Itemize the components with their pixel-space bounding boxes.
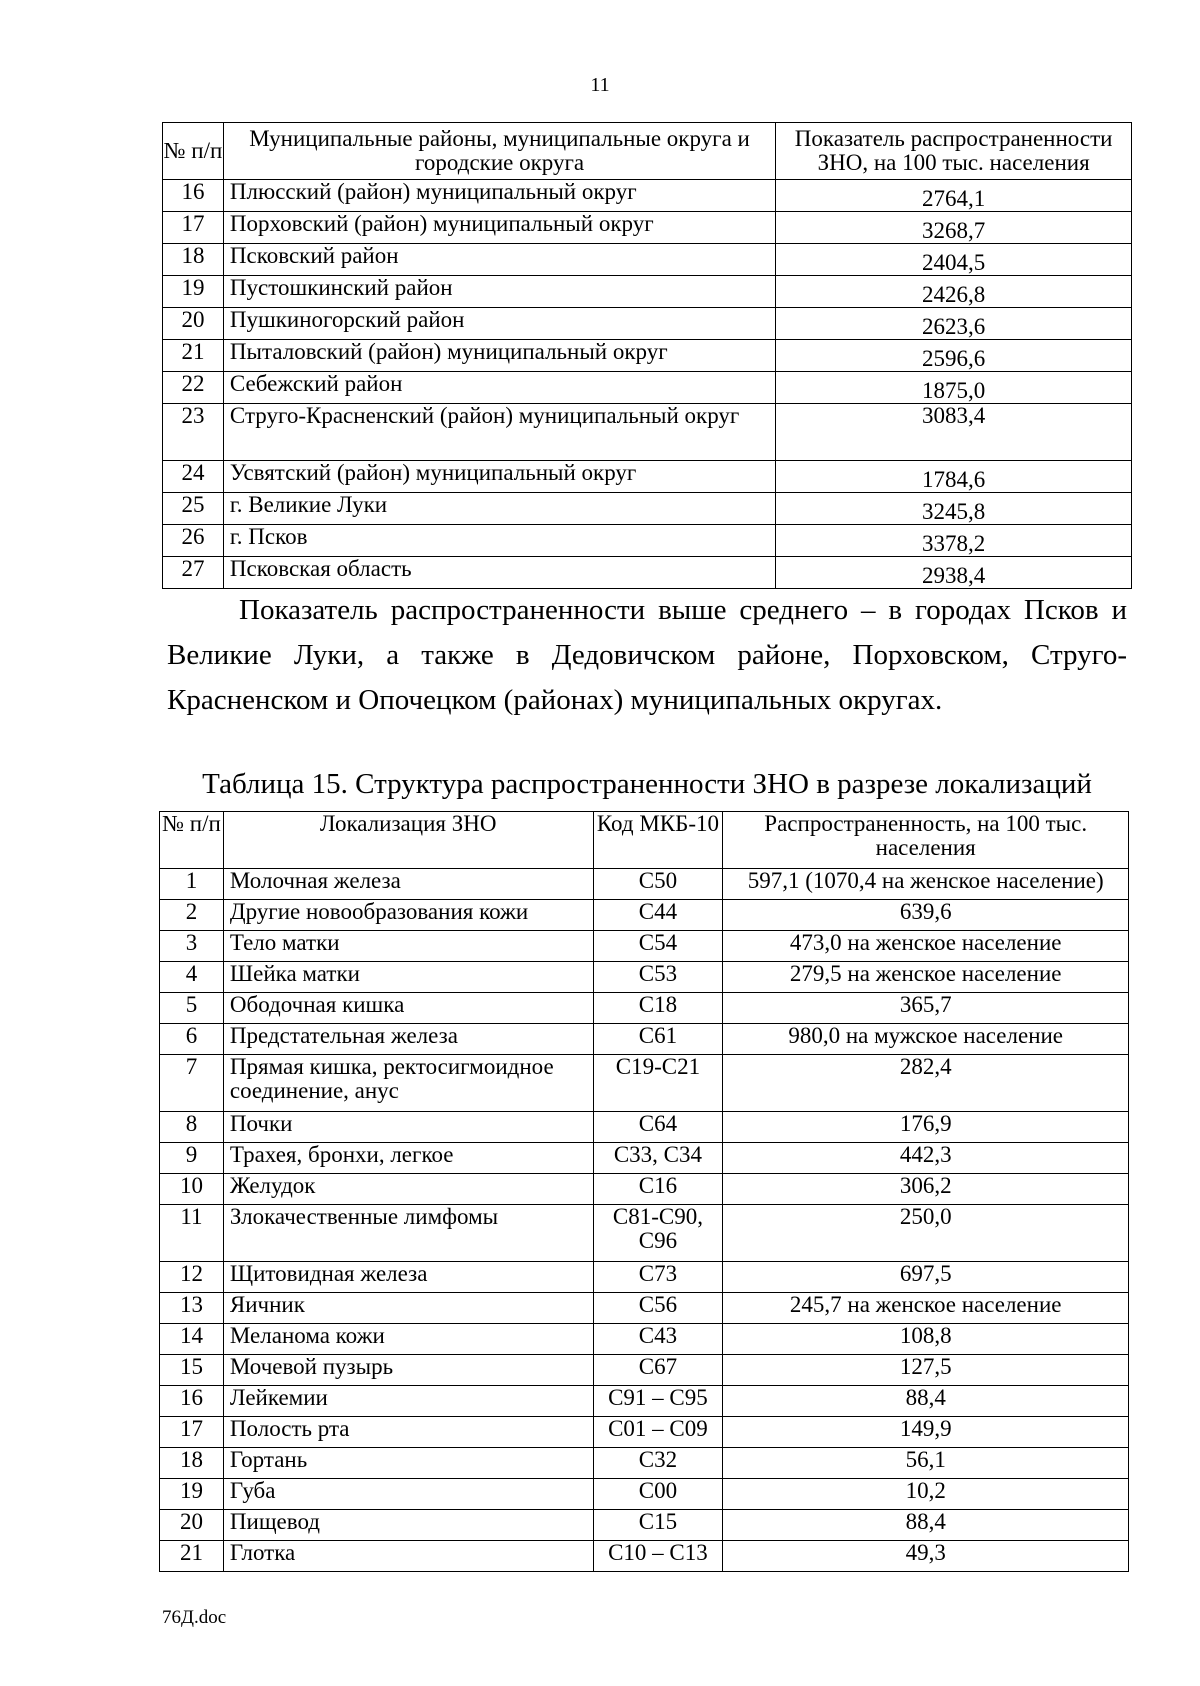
row-number: 15 bbox=[160, 1355, 224, 1386]
table-row bbox=[163, 404, 1132, 461]
prevalence-value: 597,1 (1070,4 на женское население) bbox=[723, 869, 1129, 900]
icd-code: C81-C90, C96 bbox=[593, 1205, 723, 1262]
row-number: 16 bbox=[163, 180, 224, 212]
row-number: 24 bbox=[163, 461, 224, 493]
prevalence-value: 282,4 bbox=[723, 1055, 1129, 1112]
district-name: Псковская область bbox=[223, 557, 775, 589]
row-number: 9 bbox=[160, 1143, 224, 1174]
table-header-row bbox=[163, 123, 1132, 180]
icd-code: C61 bbox=[593, 1024, 723, 1055]
prevalence-value: 980,0 на мужское население bbox=[723, 1024, 1129, 1055]
table-row bbox=[163, 276, 1132, 308]
localization-table-body bbox=[160, 869, 1129, 1572]
table-caption: Таблица 15. Структура распространенности ЗНО в разрезе локализаций bbox=[202, 768, 1092, 800]
table-row bbox=[160, 900, 1129, 931]
header-prevalence: Распространенность, на 100 тыс. населения bbox=[723, 812, 1129, 869]
table-row bbox=[160, 1510, 1129, 1541]
prevalence-value: 365,7 bbox=[723, 993, 1129, 1024]
localization-name: Трахея, бронхи, легкое bbox=[223, 1143, 593, 1174]
table-row bbox=[163, 525, 1132, 557]
prevalence-value: 127,5 bbox=[723, 1355, 1129, 1386]
row-number: 18 bbox=[163, 244, 224, 276]
localization-name: Желудок bbox=[223, 1174, 593, 1205]
table-row bbox=[160, 1174, 1129, 1205]
prevalence-value: 639,6 bbox=[723, 900, 1129, 931]
district-name: Пушкиногорский район bbox=[223, 308, 775, 340]
row-number: 20 bbox=[163, 308, 224, 340]
row-number: 19 bbox=[160, 1479, 224, 1510]
table-row bbox=[163, 244, 1132, 276]
page-number: 11 bbox=[590, 74, 610, 96]
row-number: 22 bbox=[163, 372, 224, 404]
header-num: № п/п bbox=[163, 123, 224, 180]
body-paragraph: Показатель распространенности выше среднего – в городах Псков и Великие Луки, а также в Дедовичском районе, Порховском, Струго-Красненском и Опочецком (районах) муниципальных округах. bbox=[167, 594, 1127, 716]
table-row bbox=[160, 962, 1129, 993]
prevalence-value: 3268,7 bbox=[776, 212, 1132, 244]
table-row bbox=[163, 557, 1132, 589]
prevalence-value: 697,5 bbox=[723, 1262, 1129, 1293]
district-name: Плюсский (район) муниципальный округ bbox=[223, 180, 775, 212]
table-row bbox=[160, 1205, 1129, 1262]
localization-name: Яичник bbox=[223, 1293, 593, 1324]
prevalence-value: 149,9 bbox=[723, 1417, 1129, 1448]
row-number: 21 bbox=[160, 1541, 224, 1572]
prevalence-value: 279,5 на женское население bbox=[723, 962, 1129, 993]
prevalence-value: 10,2 bbox=[723, 1479, 1129, 1510]
icd-code: C19-C21 bbox=[593, 1055, 723, 1112]
table-row bbox=[163, 180, 1132, 212]
table-row bbox=[160, 993, 1129, 1024]
prevalence-value: 56,1 bbox=[723, 1448, 1129, 1479]
row-number: 25 bbox=[163, 493, 224, 525]
icd-code: C16 bbox=[593, 1174, 723, 1205]
row-number: 27 bbox=[163, 557, 224, 589]
table-header-row bbox=[160, 812, 1129, 869]
district-name: Струго-Красненский (район) муниципальный округ bbox=[223, 404, 775, 461]
prevalence-value: 88,4 bbox=[723, 1510, 1129, 1541]
localization-name: Полость рта bbox=[223, 1417, 593, 1448]
icd-code: C18 bbox=[593, 993, 723, 1024]
row-number: 5 bbox=[160, 993, 224, 1024]
table-row bbox=[163, 461, 1132, 493]
table-row bbox=[163, 308, 1132, 340]
row-number: 26 bbox=[163, 525, 224, 557]
table-row bbox=[163, 493, 1132, 525]
row-number: 1 bbox=[160, 869, 224, 900]
table-row bbox=[160, 1541, 1129, 1572]
prevalence-value: 2596,6 bbox=[776, 340, 1132, 372]
localization-name: Прямая кишка, ректосигмоидное соединение, анус bbox=[223, 1055, 593, 1112]
prevalence-value: 245,7 на женское население bbox=[723, 1293, 1129, 1324]
prevalence-value: 2623,6 bbox=[776, 308, 1132, 340]
localization-name: Лейкемии bbox=[223, 1386, 593, 1417]
table-row bbox=[160, 931, 1129, 962]
localization-name: Глотка bbox=[223, 1541, 593, 1572]
prevalence-value: 442,3 bbox=[723, 1143, 1129, 1174]
prevalence-value: 176,9 bbox=[723, 1112, 1129, 1143]
prevalence-value: 3245,8 bbox=[776, 493, 1132, 525]
localization-name: Гортань bbox=[223, 1448, 593, 1479]
icd-code: C00 bbox=[593, 1479, 723, 1510]
table-row bbox=[160, 1262, 1129, 1293]
row-number: 6 bbox=[160, 1024, 224, 1055]
localization-name: Злокачественные лимфомы bbox=[223, 1205, 593, 1262]
header-icd-code: Код МКБ-10 bbox=[593, 812, 723, 869]
row-number: 14 bbox=[160, 1324, 224, 1355]
row-number: 19 bbox=[163, 276, 224, 308]
table-row bbox=[163, 212, 1132, 244]
icd-code: C50 bbox=[593, 869, 723, 900]
row-number: 4 bbox=[160, 962, 224, 993]
localization-name: Почки bbox=[223, 1112, 593, 1143]
table-row bbox=[163, 372, 1132, 404]
icd-code: C91 – C95 bbox=[593, 1386, 723, 1417]
table-row bbox=[163, 340, 1132, 372]
prevalence-value: 108,8 bbox=[723, 1324, 1129, 1355]
district-name: Себежский район bbox=[223, 372, 775, 404]
prevalence-value: 3083,4 bbox=[776, 404, 1132, 461]
row-number: 13 bbox=[160, 1293, 224, 1324]
row-number: 17 bbox=[163, 212, 224, 244]
prevalence-value: 1875,0 bbox=[776, 372, 1132, 404]
row-number: 10 bbox=[160, 1174, 224, 1205]
icd-code: C67 bbox=[593, 1355, 723, 1386]
localization-name: Мочевой пузырь bbox=[223, 1355, 593, 1386]
row-number: 12 bbox=[160, 1262, 224, 1293]
icd-code: C15 bbox=[593, 1510, 723, 1541]
icd-code: C44 bbox=[593, 900, 723, 931]
prevalence-value: 2404,5 bbox=[776, 244, 1132, 276]
icd-code: C10 – C13 bbox=[593, 1541, 723, 1572]
table-row bbox=[160, 1112, 1129, 1143]
district-name: Усвятский (район) муниципальный округ bbox=[223, 461, 775, 493]
icd-code: C73 bbox=[593, 1262, 723, 1293]
district-table-body bbox=[163, 180, 1132, 589]
prevalence-value: 2938,4 bbox=[776, 557, 1132, 589]
row-number: 20 bbox=[160, 1510, 224, 1541]
localization-name: Меланома кожи bbox=[223, 1324, 593, 1355]
prevalence-value: 49,3 bbox=[723, 1541, 1129, 1572]
localization-prevalence-table bbox=[159, 811, 1129, 1572]
table-row bbox=[160, 1324, 1129, 1355]
row-number: 8 bbox=[160, 1112, 224, 1143]
icd-code: C64 bbox=[593, 1112, 723, 1143]
district-name: г. Псков bbox=[223, 525, 775, 557]
prevalence-value: 88,4 bbox=[723, 1386, 1129, 1417]
localization-name: Щитовидная железа bbox=[223, 1262, 593, 1293]
district-name: Пустошкинский район bbox=[223, 276, 775, 308]
table-row bbox=[160, 1417, 1129, 1448]
row-number: 16 bbox=[160, 1386, 224, 1417]
district-name: г. Великие Луки bbox=[223, 493, 775, 525]
localization-name: Шейка матки bbox=[223, 962, 593, 993]
row-number: 18 bbox=[160, 1448, 224, 1479]
localization-name: Тело матки bbox=[223, 931, 593, 962]
file-name-footer: 76Д.doc bbox=[162, 1607, 227, 1628]
row-number: 2 bbox=[160, 900, 224, 931]
icd-code: C56 bbox=[593, 1293, 723, 1324]
table-row bbox=[160, 1143, 1129, 1174]
table-row bbox=[160, 1479, 1129, 1510]
localization-name: Пищевод bbox=[223, 1510, 593, 1541]
row-number: 17 bbox=[160, 1417, 224, 1448]
table-row bbox=[160, 1055, 1129, 1112]
table-row bbox=[160, 1448, 1129, 1479]
row-number: 11 bbox=[160, 1205, 224, 1262]
row-number: 3 bbox=[160, 931, 224, 962]
header-num: № п/п bbox=[160, 812, 224, 869]
table-row bbox=[160, 1355, 1129, 1386]
row-number: 21 bbox=[163, 340, 224, 372]
prevalence-value: 306,2 bbox=[723, 1174, 1129, 1205]
icd-code: C01 – C09 bbox=[593, 1417, 723, 1448]
district-name: Псковский район bbox=[223, 244, 775, 276]
icd-code: C33, C34 bbox=[593, 1143, 723, 1174]
table-row bbox=[160, 869, 1129, 900]
header-localization: Локализация ЗНО bbox=[223, 812, 593, 869]
localization-name: Ободочная кишка bbox=[223, 993, 593, 1024]
prevalence-value: 250,0 bbox=[723, 1205, 1129, 1262]
district-prevalence-table bbox=[162, 122, 1132, 589]
icd-code: C54 bbox=[593, 931, 723, 962]
header-district: Муниципальные районы, муниципальные округа и городские округа bbox=[223, 123, 775, 180]
icd-code: C43 bbox=[593, 1324, 723, 1355]
district-name: Пыталовский (район) муниципальный округ bbox=[223, 340, 775, 372]
prevalence-value: 1784,6 bbox=[776, 461, 1132, 493]
localization-name: Губа bbox=[223, 1479, 593, 1510]
row-number: 7 bbox=[160, 1055, 224, 1112]
prevalence-value: 3378,2 bbox=[776, 525, 1132, 557]
localization-name: Молочная железа bbox=[223, 869, 593, 900]
prevalence-value: 2764,1 bbox=[776, 180, 1132, 212]
row-number: 23 bbox=[163, 404, 224, 461]
icd-code: C32 bbox=[593, 1448, 723, 1479]
table-row bbox=[160, 1024, 1129, 1055]
localization-name: Другие новообразования кожи bbox=[223, 900, 593, 931]
district-name: Порховский (район) муниципальный округ bbox=[223, 212, 775, 244]
prevalence-value: 473,0 на женское население bbox=[723, 931, 1129, 962]
icd-code: C53 bbox=[593, 962, 723, 993]
localization-name: Предстательная железа bbox=[223, 1024, 593, 1055]
header-prevalence: Показатель распространенности ЗНО, на 100 тыс. населения bbox=[776, 123, 1132, 180]
table-row bbox=[160, 1386, 1129, 1417]
table-row bbox=[160, 1293, 1129, 1324]
prevalence-value: 2426,8 bbox=[776, 276, 1132, 308]
